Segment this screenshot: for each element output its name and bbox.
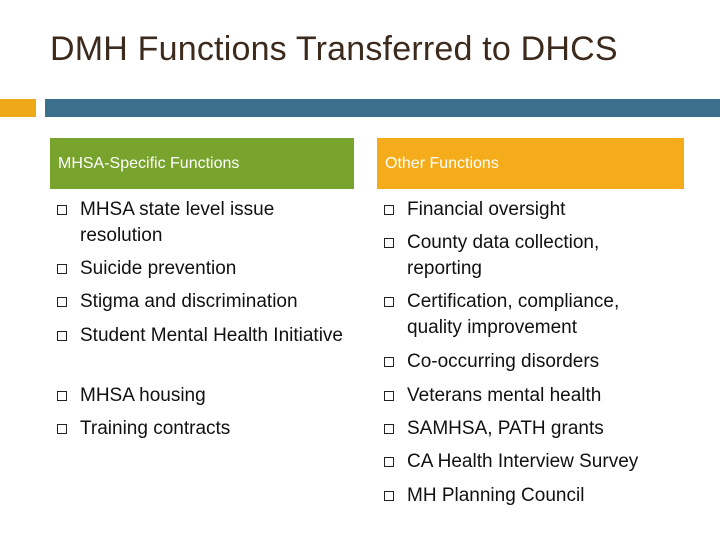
accent-bar-teal	[45, 99, 720, 117]
list-item-text: Student Mental Health Initiative	[80, 325, 343, 346]
square-bullet-icon	[384, 391, 394, 401]
list-item-text: Veterans mental health	[407, 385, 602, 406]
list-item-text: Training contracts	[80, 418, 231, 439]
list-item	[381, 230, 671, 282]
slide-title: DMH Functions Transferred to DHCS	[50, 30, 618, 68]
square-bullet-icon	[57, 424, 67, 434]
list-item	[381, 449, 671, 475]
square-bullet-icon	[384, 297, 394, 307]
list-item	[381, 416, 671, 442]
list-item-text: MH Planning Council	[407, 485, 585, 506]
square-bullet-icon	[57, 331, 67, 341]
square-bullet-icon	[384, 238, 394, 248]
right-column-header: Other Functions	[377, 138, 684, 189]
left-column-header: MHSA-Specific Functions	[50, 138, 354, 189]
list-item-text: MHSA state level issue resolution	[80, 199, 275, 246]
list-item-text: Suicide prevention	[80, 258, 237, 279]
list-item	[381, 289, 671, 341]
square-bullet-icon	[384, 491, 394, 501]
list-item	[54, 416, 344, 442]
list-item-text: Stigma and discrimination	[80, 291, 298, 312]
square-bullet-icon	[57, 205, 67, 215]
list-item	[54, 256, 344, 282]
list-item	[381, 349, 671, 375]
accent-bar-orange	[0, 99, 36, 117]
square-bullet-icon	[384, 424, 394, 434]
list-item	[54, 383, 344, 409]
square-bullet-icon	[384, 457, 394, 467]
list-item-text: Co-occurring disorders	[407, 351, 600, 372]
square-bullet-icon	[384, 205, 394, 215]
list-item	[54, 197, 344, 249]
list-item-text: CA Health Interview Survey	[407, 451, 639, 472]
list-item	[54, 323, 344, 349]
list-item-text: Certification, compliance, quality improvement	[407, 291, 620, 338]
list-item-text: County data collection, reporting	[407, 232, 600, 279]
list-item-text: MHSA housing	[80, 385, 206, 406]
square-bullet-icon	[384, 357, 394, 367]
list-item	[381, 483, 671, 509]
list-item	[381, 383, 671, 409]
square-bullet-icon	[57, 297, 67, 307]
square-bullet-icon	[57, 264, 67, 274]
list-item	[54, 289, 344, 315]
square-bullet-icon	[57, 391, 67, 401]
list-item-text: Financial oversight	[407, 199, 566, 220]
list-item	[381, 197, 671, 223]
list-item-text: SAMHSA, PATH grants	[407, 418, 604, 439]
